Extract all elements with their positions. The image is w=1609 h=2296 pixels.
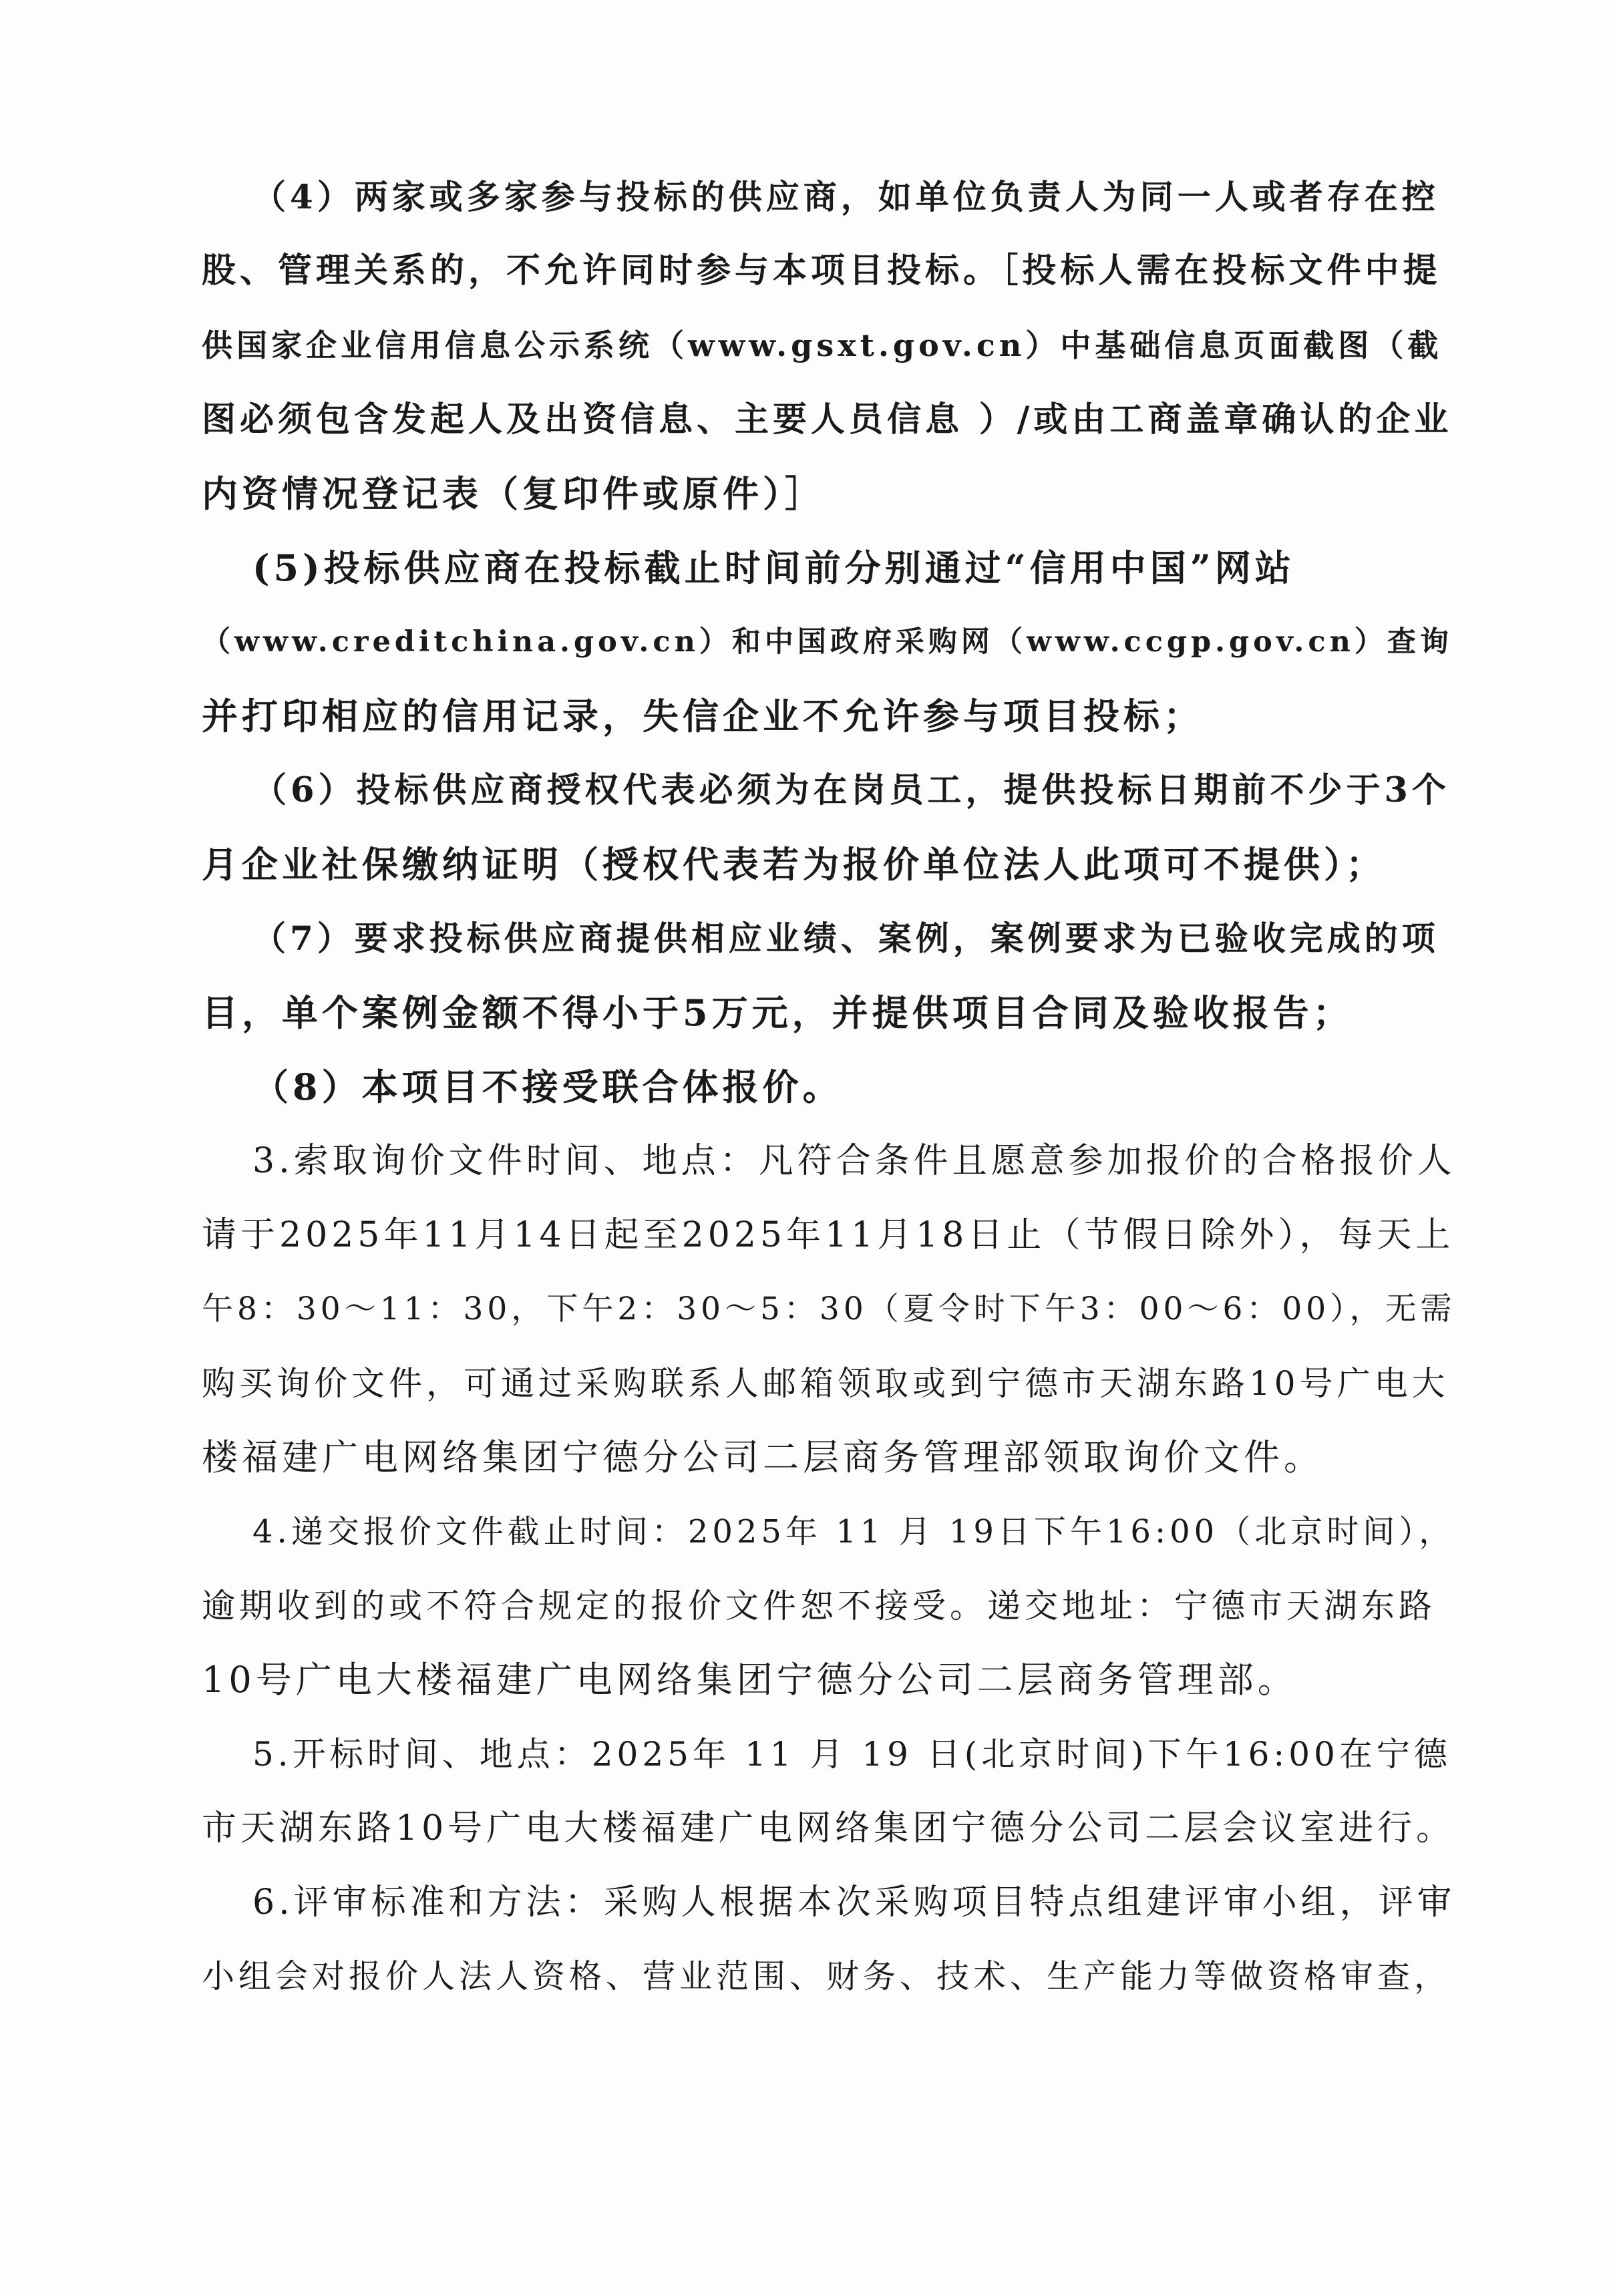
text-line: 购买询价文件，可通过采购联系人邮箱领取或到宁德市天湖东路10号广电大: [202, 1364, 1449, 1403]
text-line: （7）要求投标供应商提供相应业绩、案例，案例要求为已验收完成的项: [252, 919, 1439, 958]
text-line: （6）投标供应商授权代表必须为在岗员工，提供投标日期前不少于3个: [252, 770, 1450, 810]
text-line: 股、管理关系的，不允许同时参与本项目投标。［投标人需在投标文件中提: [202, 251, 1441, 291]
text-line: 3.索取询价文件时间、地点：凡符合条件且愿意参加报价的合格报价人: [252, 1141, 1456, 1181]
text-line: 楼福建广电网络集团宁德分公司二层商务管理部领取询价文件。: [202, 1436, 1324, 1478]
text-line: 市天湖东路10号广电大楼福建广电网络集团宁德分公司二层会议室进行。: [202, 1808, 1455, 1848]
text-line: 内资情况登记表（复印件或原件）］: [202, 472, 825, 515]
text-line: （8）本项目不接受联合体报价。: [252, 1065, 843, 1108]
text-line: 月企业社保缴纳证明（授权代表若为报价单位法人此项可不提供）；: [202, 843, 1386, 886]
text-line: 小组会对报价人法人资格、营业范围、财务、技术、生产能力等做资格审查，: [202, 1957, 1451, 1995]
text-line: 10号广电大楼福建广电网络集团宁德分公司二层商务管理部。: [202, 1659, 1298, 1701]
text-line: 6.评审标准和方法：采购人根据本次采购项目特点组建评审小组，评审: [252, 1882, 1456, 1923]
text-line: 逾期收到的或不符合规定的报价文件恕不接受。递交地址：宁德市天湖东路: [202, 1587, 1436, 1625]
text-line: 供国家企业信用信息公示系统（www.gsxt.gov.cn）中基础信息页面截图（截: [202, 327, 1443, 363]
text-line: （www.creditchina.gov.cn）和中国政府采购网（www.ccgp.gov.cn）查询: [202, 625, 1453, 659]
text-line: 图必须包含发起人及出资信息、主要人员信息 ）/或由工商盖章确认的企业: [202, 399, 1453, 440]
text-line: 目，单个案例金额不得小于5万元，并提供项目合同及验收报告；: [202, 991, 1353, 1034]
text-line: (5)投标供应商在投标截止时间前分别通过“信用中国”网站: [252, 546, 1295, 589]
text-line: （4）两家或多家参与投标的供应商，如单位负责人为同一人或者存在控: [252, 177, 1439, 216]
text-line: 请于2025年11月14日起至2025年11月18日止（节假日除外），每天上: [202, 1215, 1455, 1255]
text-line: 5.开标时间、地点：2025年 11 月 19 日(北京时间)下午16:00在宁德: [252, 1735, 1451, 1774]
text-line: 4.递交报价文件截止时间：2025年 11 月 19日下午16:00（北京时间），: [252, 1513, 1455, 1550]
text-line: 午8：30～11：30，下午2：30～5：30（夏令时下午3：00～6：00），无需: [202, 1291, 1456, 1327]
text-line: 并打印相应的信用记录，失信企业不允许参与项目投标；: [202, 695, 1204, 737]
